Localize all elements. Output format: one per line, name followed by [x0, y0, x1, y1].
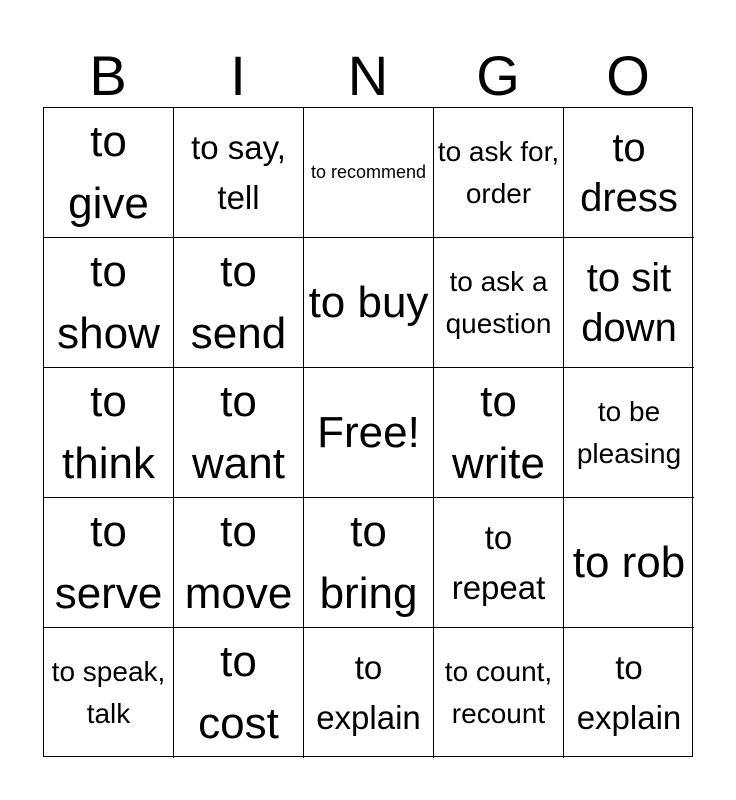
- bingo-cell-r5c3[interactable]: [304, 628, 434, 758]
- cell-text: to say, tell: [191, 128, 286, 216]
- bingo-cell-r1c2[interactable]: [174, 108, 304, 238]
- bingo-cell-r3c1[interactable]: [44, 368, 174, 498]
- header-letter-n: N: [347, 44, 389, 107]
- cell-text: to write: [452, 376, 545, 488]
- cell-text: to move: [184, 506, 293, 618]
- bingo-cell-r5c1[interactable]: [44, 628, 174, 758]
- bingo-cell-r1c4[interactable]: [434, 108, 564, 238]
- bingo-cell-free[interactable]: [304, 368, 434, 498]
- cell-text: to count, recount: [444, 656, 553, 729]
- bingo-cell-r2c4[interactable]: [434, 238, 564, 368]
- bingo-cell-r4c3[interactable]: [304, 498, 434, 628]
- cell-text: to rob: [572, 537, 686, 587]
- cell-text: to show: [57, 246, 160, 358]
- cell-text: to bring: [319, 506, 418, 618]
- free-space-label: Free!: [317, 407, 420, 457]
- cell-text: to ask a question: [445, 265, 552, 339]
- cell-text: to buy: [308, 277, 429, 327]
- bingo-cell-r1c5[interactable]: [564, 108, 694, 238]
- bingo-cell-r2c2[interactable]: [174, 238, 304, 368]
- cell-text: to cost: [198, 637, 279, 748]
- cell-text: to recommend: [310, 162, 427, 182]
- bingo-board: [43, 107, 693, 757]
- bingo-cell-r3c2[interactable]: [174, 368, 304, 498]
- cell-text: to sit down: [581, 255, 677, 350]
- bingo-cell-r2c5[interactable]: [564, 238, 694, 368]
- cell-text: to think: [62, 376, 155, 488]
- bingo-cell-r2c1[interactable]: [44, 238, 174, 368]
- header-letter-b: B: [89, 44, 127, 107]
- cell-text: to dress: [580, 125, 678, 220]
- bingo-cell-r3c4[interactable]: [434, 368, 564, 498]
- cell-text: to repeat: [451, 518, 546, 606]
- cell-text: to want: [192, 376, 285, 488]
- bingo-cell-r4c5[interactable]: [564, 498, 694, 628]
- bingo-header: [43, 44, 693, 108]
- cell-text: to ask for, order: [437, 135, 560, 209]
- bingo-cell-r5c2[interactable]: [174, 628, 304, 758]
- bingo-cell-r4c4[interactable]: [434, 498, 564, 628]
- bingo-cell-r4c2[interactable]: [174, 498, 304, 628]
- bingo-cell-r5c4[interactable]: [434, 628, 564, 758]
- header-letter-i: I: [230, 44, 246, 107]
- cell-text: to be pleasing: [576, 395, 682, 469]
- bingo-cell-r2c3[interactable]: [304, 238, 434, 368]
- cell-text: to explain: [576, 649, 682, 736]
- cell-text: to send: [190, 246, 287, 358]
- cell-text: to speak, talk: [51, 656, 166, 729]
- bingo-cell-r1c3[interactable]: [304, 108, 434, 238]
- bingo-cell-r5c5[interactable]: [564, 628, 694, 758]
- bingo-cell-r1c1[interactable]: [44, 108, 174, 238]
- header-letter-g: G: [476, 44, 520, 107]
- cell-text: to give: [68, 116, 149, 228]
- bingo-cell-r3c5[interactable]: [564, 368, 694, 498]
- cell-text: to serve: [54, 506, 163, 618]
- bingo-cell-r4c1[interactable]: [44, 498, 174, 628]
- header-letter-o: O: [606, 44, 650, 107]
- cell-text: to explain: [316, 649, 421, 736]
